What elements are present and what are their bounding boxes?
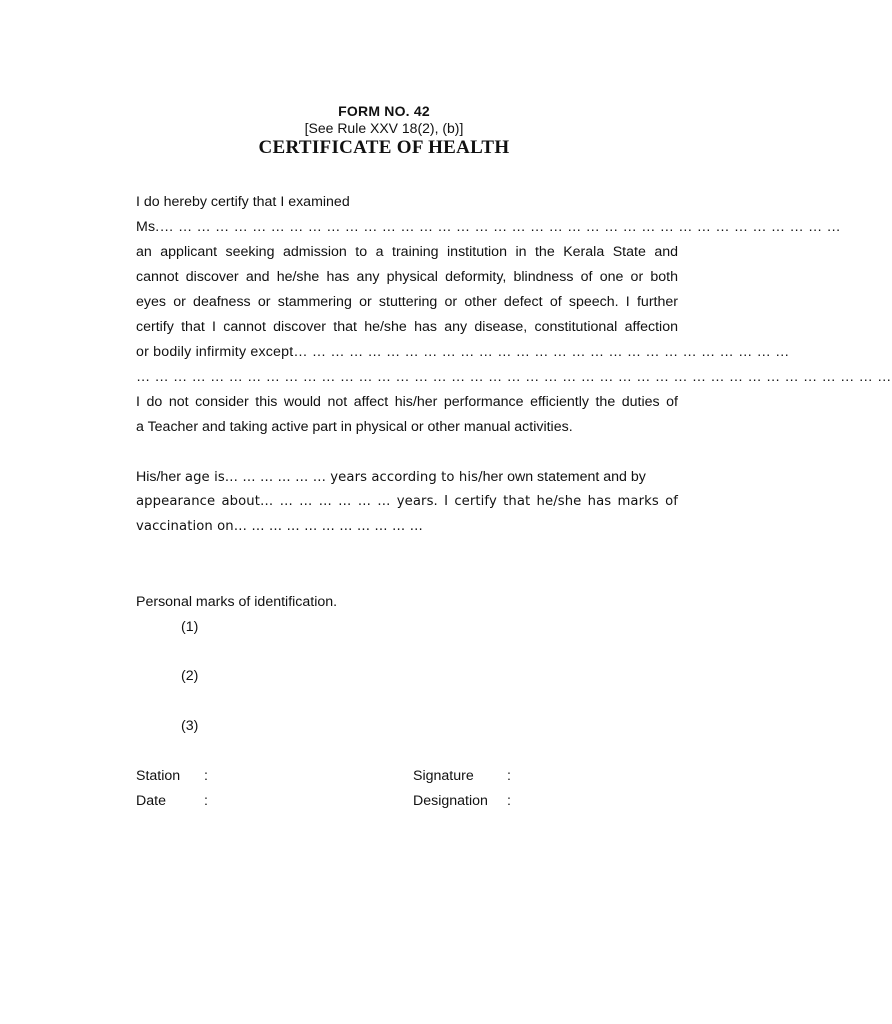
age-line-1-start: His/her bbox=[136, 469, 181, 485]
identification-mark-1: (1) bbox=[181, 619, 199, 635]
body-line-4: cannot discover and he/she has any physical deformity, blindness of one or both bbox=[136, 269, 678, 285]
identification-mark-2: (2) bbox=[181, 668, 199, 684]
form-number: FORM NO. 42 bbox=[338, 103, 430, 119]
age-line-3: vaccination on… … … … … … … … … … … bbox=[136, 519, 423, 534]
body-line-exception: or bodily infirmity except… … … … … … … … … … … … … … … … … … … … … … … … … … … bbox=[136, 344, 790, 360]
body-line-9: I do not consider this would not affect his/her performance efficiently the duties of bbox=[136, 394, 678, 410]
identification-heading: Personal marks of identification. bbox=[136, 594, 338, 610]
designation-label: Designation bbox=[413, 793, 488, 809]
body-line-3: an applicant seeking admission to a training institution in the Kerala State and bbox=[136, 244, 678, 260]
station-label: Station bbox=[136, 768, 181, 784]
age-line-1-end: her own statement and by bbox=[482, 469, 646, 485]
body-line-5: eyes or deafness or stammering or stuttering or other defect of speech. I further bbox=[136, 294, 678, 310]
body-line-exception-blank: … … … … … … … … … … … … … … … … … … … … … … … … … … … … … … … … … … … … … … … … … bbox=[136, 369, 892, 385]
body-line-1: I do hereby certify that I examined bbox=[136, 194, 350, 210]
identification-mark-3: (3) bbox=[181, 718, 199, 734]
age-line-1-middle: age is… … … … … … years according to his/ bbox=[184, 470, 483, 485]
signature-colon: : bbox=[507, 768, 511, 784]
age-line-2: appearance about… … … … … … … years. I certify that he/she has marks of bbox=[136, 494, 678, 509]
signature-label: Signature bbox=[413, 768, 474, 784]
designation-colon: : bbox=[507, 793, 511, 809]
body-line-6: certify that I cannot discover that he/she has any disease, constitutional affection bbox=[136, 319, 678, 335]
date-label: Date bbox=[136, 793, 166, 809]
rule-reference: [See Rule XXV 18(2), (b)] bbox=[304, 120, 464, 136]
page-title: CERTIFICATE OF HEALTH bbox=[258, 137, 510, 158]
station-colon: : bbox=[204, 768, 208, 784]
body-line-10: a Teacher and taking active part in physical or other manual activities. bbox=[136, 419, 573, 435]
body-line-name-blank: Ms.… … … … … … … … … … … … … … … … … … … … … … … … … … … … … … … … … … … … … bbox=[136, 219, 841, 235]
age-line-1 bbox=[136, 468, 678, 487]
date-colon: : bbox=[204, 793, 208, 809]
